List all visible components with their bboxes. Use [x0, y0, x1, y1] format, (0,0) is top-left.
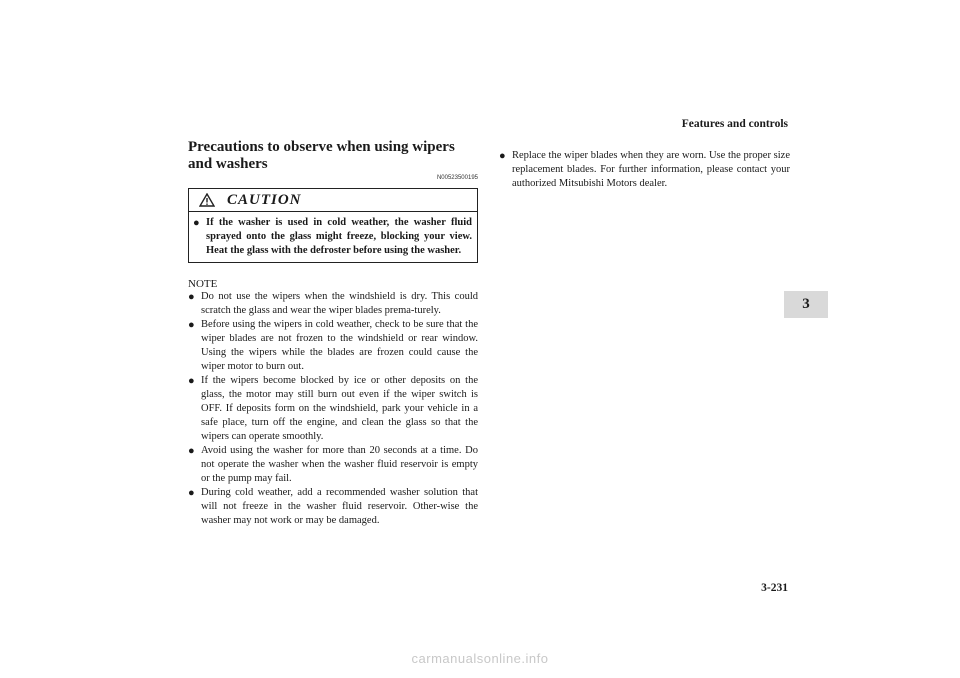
caution-text: If the washer is used in cold weather, the washer fluid sprayed onto the glass might freeze, blocking your view. Heat the glass with the defroster before using the washer. [206, 217, 472, 256]
right-column [499, 149, 790, 191]
note-item [188, 444, 478, 486]
note-text: Avoid using the washer for more than 20 seconds at a time. Do not operate the washer when the washer fluid reservoir is empty or the pump may fail. [201, 445, 478, 484]
note-text: Before using the wipers in cold weather, check to be sure that the wiper blades are not frozen to the windshield or rear window. Using the wipers while the blades are frozen could cause the wiper motor to burn out. [201, 319, 478, 372]
note-item [188, 374, 478, 444]
note-list [188, 290, 478, 528]
note-text: During cold weather, add a recommended washer solution that will not freeze in the washer fluid reservoir. Other-wise the washer may not work or may be damaged. [201, 487, 478, 526]
note-label: NOTE [188, 278, 218, 290]
note-text: Do not use the wipers when the windshield is dry. This could scratch the glass and wear the wiper blades prema-turely. [201, 291, 478, 316]
note-item [499, 149, 790, 191]
running-header: Features and controls [681, 118, 788, 130]
note-text: If the wipers become blocked by ice or other deposits on the glass, the motor may still burn out even if the wiper switch is OFF. If deposits form on the windshield, park your vehicle in a safe place, turn off the engine, and clean the glass so that the wipers can operate smoothly. [201, 375, 478, 442]
caution-header [189, 189, 477, 212]
note-item [188, 318, 478, 374]
caution-box [188, 188, 478, 263]
caution-body [189, 212, 477, 262]
section-code: N00523500195 [436, 175, 478, 181]
caution-item [193, 216, 472, 258]
left-column [188, 139, 478, 528]
page-number: 3-231 [761, 582, 788, 594]
bullet-icon: ● [193, 217, 200, 229]
note-text: Replace the wiper blades when they are worn. Use the proper size replacement blades. For further information, please contact your authorized Mitsubishi Motors dealer. [512, 150, 790, 189]
chapter-tab: 3 [784, 291, 828, 318]
bullet-icon: ● [188, 487, 195, 499]
note-item [188, 486, 478, 528]
section-title: Precautions to observe when using wipers and washers [188, 139, 455, 172]
watermark: carmanualsonline.info [411, 651, 549, 666]
bullet-icon: ● [499, 150, 506, 162]
bullet-icon: ● [188, 291, 195, 303]
warning-triangle-icon [199, 193, 215, 207]
note-item [188, 290, 478, 318]
bullet-icon: ● [188, 445, 195, 457]
bullet-icon: ● [188, 375, 195, 387]
caution-label: CAUTION [227, 191, 302, 208]
bullet-icon: ● [188, 319, 195, 331]
